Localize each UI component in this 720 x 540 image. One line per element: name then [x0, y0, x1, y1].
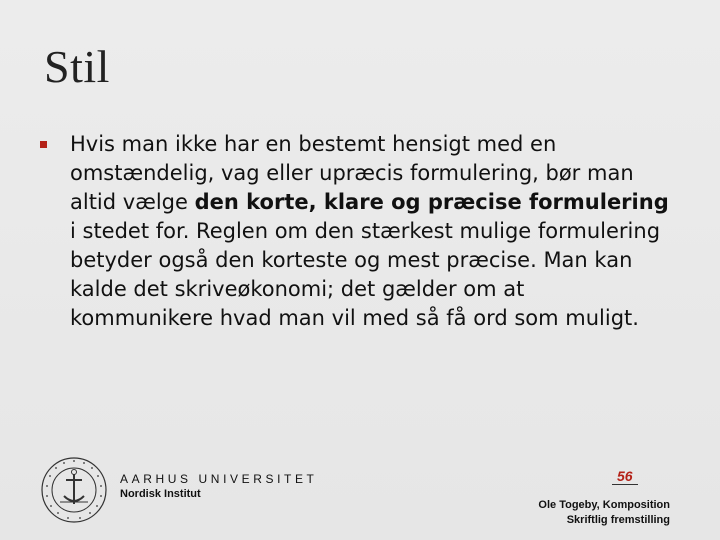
department-name: Nordisk Institut [120, 488, 201, 500]
bullet-text-part1: Hvis man ikke har en bestemt hensigt med en omstændelig, vag eller upræcis formulering, bør man altid vælge [70, 132, 634, 214]
university-name: AARHUS UNIVERSITET [120, 472, 318, 486]
author-line: Ole Togeby, Komposition [538, 499, 670, 511]
footer-credits [538, 498, 670, 528]
subtitle-line: Skriftlig fremstilling [566, 514, 670, 526]
page-number: 56 [617, 468, 633, 484]
square-bullet-icon [40, 141, 47, 148]
university-seal-icon [40, 456, 108, 524]
bullet-text-part2: i stedet for. Reglen om den stærkest mulige formulering betyder også den korteste og mest præcise. Man kan kalde det skriveøkonomi; det gælder om at kommunikere hvad man vil med så få ord som muligt. [70, 219, 661, 330]
bullet-item [40, 130, 670, 333]
slide-title: Stil [44, 41, 110, 92]
bullet-text [70, 130, 670, 333]
bullet-text-bold: den korte, klare og præcise formulering [194, 190, 669, 214]
footer-divider [612, 484, 638, 485]
